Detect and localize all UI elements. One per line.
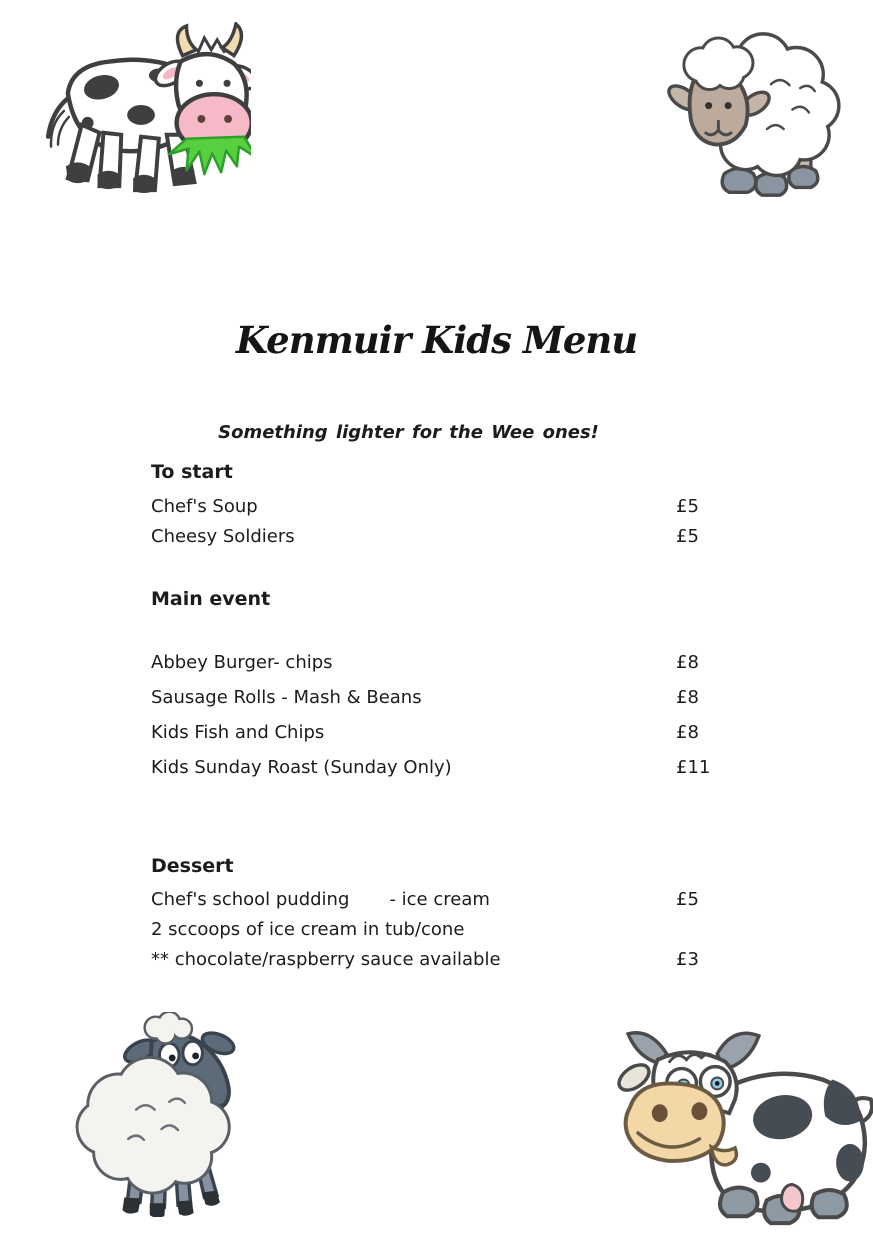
item-price: £8 — [676, 687, 699, 708]
item-name: Abbey Burger- chips — [151, 652, 333, 673]
menu-item-row — [151, 915, 723, 945]
item-price: £5 — [676, 526, 699, 547]
section-heading: Main event — [151, 588, 271, 610]
menu-item-row — [151, 645, 723, 680]
menu-item-row — [151, 885, 723, 915]
section-main-event — [151, 585, 723, 785]
cow-eating-grass-icon — [38, 22, 251, 198]
menu-item-row — [151, 492, 723, 522]
menu-item-row — [151, 680, 723, 715]
item-name: Sausage Rolls - Mash & Beans — [151, 687, 422, 708]
section-dessert — [151, 852, 723, 975]
section-heading: Dessert — [151, 855, 234, 877]
white-sheep-illustration — [653, 20, 850, 203]
item-name: ** chocolate/raspberry sauce available — [151, 949, 501, 970]
smiling-cow-icon — [611, 1022, 873, 1240]
cow-eating-grass-illustration — [38, 22, 251, 198]
menu-item-row — [151, 715, 723, 750]
item-name: Kids Sunday Roast (Sunday Only) — [151, 757, 452, 778]
item-price: £5 — [676, 496, 699, 517]
menu-subtitle: Something lighter for the Wee ones! — [218, 422, 599, 443]
item-name: Cheesy Soldiers — [151, 526, 295, 547]
item-price: £5 — [676, 889, 699, 910]
item-name: Chef's Soup — [151, 496, 258, 517]
item-price: £8 — [676, 652, 699, 673]
smiling-cow-illustration — [611, 1022, 873, 1240]
section-to-start — [151, 458, 723, 552]
menu-item-row — [151, 522, 723, 552]
section-rows — [151, 645, 723, 785]
menu-body — [151, 458, 723, 975]
section-heading: To start — [151, 461, 233, 483]
item-name: 2 sccoops of ice cream in tub/cone — [151, 919, 465, 940]
item-price: £3 — [676, 949, 699, 970]
section-rows — [151, 492, 723, 552]
menu-item-row — [151, 945, 723, 975]
menu-item-row — [151, 750, 723, 785]
page-title: Kenmuir Kids Menu — [235, 318, 638, 362]
item-price: £11 — [676, 757, 711, 778]
grey-face-sheep-icon — [60, 1012, 260, 1217]
item-price: £8 — [676, 722, 699, 743]
item-name: Kids Fish and Chips — [151, 722, 325, 743]
grey-face-sheep-illustration — [60, 1012, 260, 1217]
section-rows — [151, 885, 723, 975]
white-sheep-icon — [653, 20, 850, 203]
item-name: Chef's school pudding - ice cream — [151, 889, 490, 910]
